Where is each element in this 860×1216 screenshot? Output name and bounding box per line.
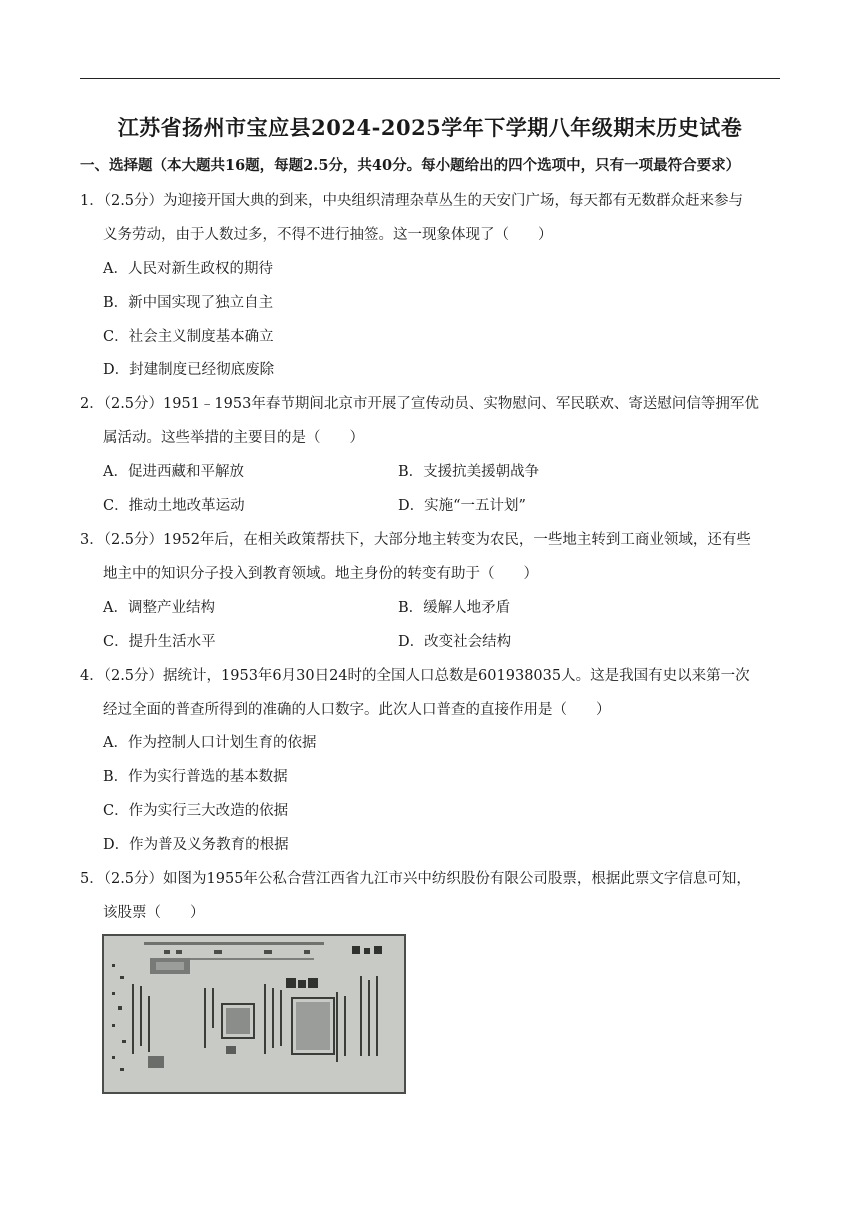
question-4-option-a: A．作为控制人口计划生育的依据 — [103, 735, 317, 751]
question-3-line-2: 地主中的知识分子投入到教育领域。地主身份的转变有助于（ ） — [103, 566, 538, 582]
question-3-option-b: B．缓解人地矛盾 — [398, 600, 511, 616]
section-heading: 一、选择题（本大题共16题，每题2.5分，共40分。每小题给出的四个选项中，只有一项最符合要求） — [80, 157, 741, 174]
question-4-option-d: D．作为普及义务教育的根据 — [103, 837, 289, 853]
question-3-option-d: D．改变社会结构 — [398, 634, 512, 650]
question-1-option-b: B．新中国实现了独立自主 — [103, 295, 274, 311]
question-5-line-1: 5．（2.5分）如图为1955年公私合营江西省九江市兴中纺织股份有限公司股票，根据此票文字信息可知， — [80, 871, 751, 887]
question-5-line-2: 该股票（ ） — [103, 905, 205, 921]
question-1-line-1: 1．（2.5分）为迎接开国大典的到来，中央组织清理杂草丛生的天安门广场，每天都有无数群众赶来参与 — [80, 193, 744, 209]
question-1-option-a: A．人民对新生政权的期待 — [103, 261, 273, 277]
page-title: 江苏省扬州市宝应县2024-2025学年下学期八年级期末历史试卷 — [117, 115, 743, 140]
question-2-option-b: B．支援抗美援朝战争 — [398, 464, 540, 480]
question-1-option-c: C．社会主义制度基本确立 — [103, 329, 274, 345]
question-2-line-2: 属活动。这些举措的主要目的是（ ） — [103, 430, 364, 446]
question-1-line-2: 义务劳动，由于人数过多，不得不进行抽签。这一现象体现了（ ） — [103, 227, 553, 243]
top-rule — [80, 78, 780, 79]
question-2-option-a: A．促进西藏和平解放 — [103, 464, 244, 480]
question-4-option-c: C．作为实行三大改造的依据 — [103, 803, 289, 819]
question-2-line-1: 2．（2.5分）1951﹣1953年春节期间北京市开展了宣传动员、实物慰问、军民联欢、寄送慰问信等拥军优 — [80, 396, 759, 412]
question-3-option-a: A．调整产业结构 — [103, 600, 215, 616]
question-3-option-c: C．提升生活水平 — [103, 634, 216, 650]
question-4-line-1: 4．（2.5分）据统计，1953年6月30日24时的全国人口总数是601938035人。这是我国有史以来第一次 — [80, 668, 750, 684]
question-3-line-1: 3．（2.5分）1952年后，在相关政策帮扶下，大部分地主转变为农民，一些地主转到工商业领域，还有些 — [80, 532, 751, 548]
question-1-option-d: D．封建制度已经彻底废除 — [103, 362, 275, 378]
question-2-option-d: D．实施“一五计划” — [398, 498, 526, 514]
question-4-line-2: 经过全面的普查所得到的准确的人口数字。此次人口普查的直接作用是（ ） — [103, 702, 611, 718]
question-2-option-c: C．推动土地改革运动 — [103, 498, 245, 514]
stock-certificate-picture — [104, 936, 404, 1092]
stock-certificate-image — [102, 934, 406, 1094]
question-4-option-b: B．作为实行普选的基本数据 — [103, 769, 288, 785]
